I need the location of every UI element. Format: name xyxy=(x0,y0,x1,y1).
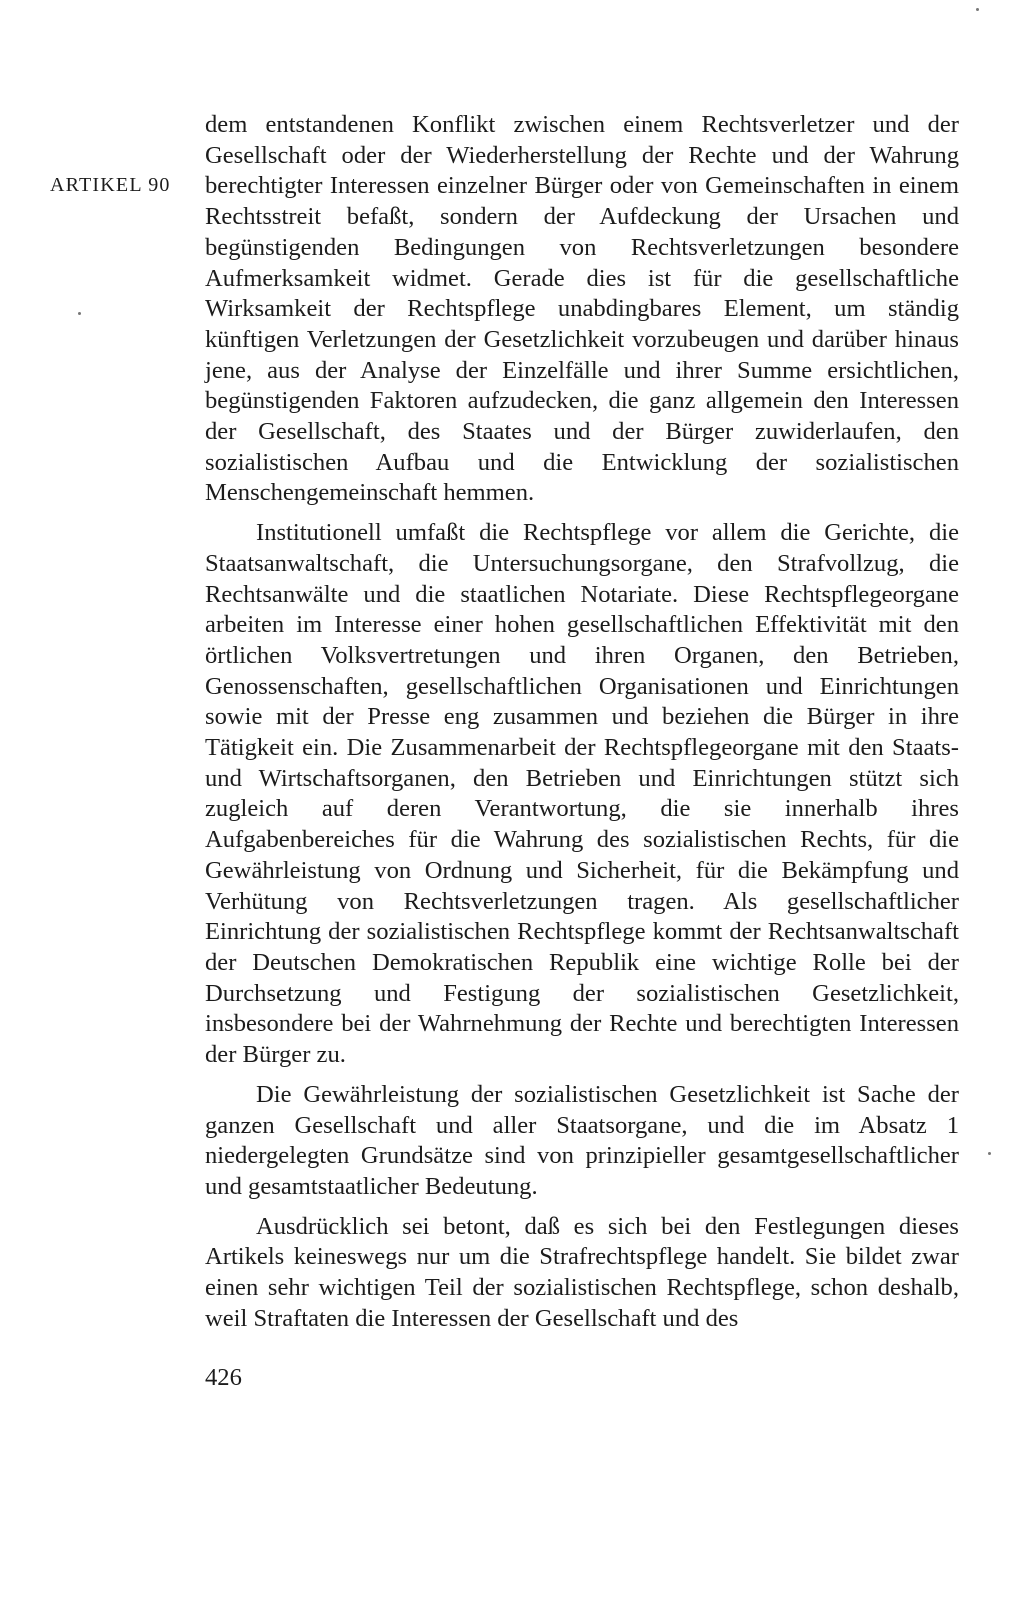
article-margin-label: ARTIKEL 90 xyxy=(50,174,171,196)
paragraph-2: Institutionell umfaßt die Rechtspflege vor allem die Gerichte, die Staatsanwaltschaft, die Untersuchungsorgane, den Strafvollzug, die Rechtsanwälte und die staatlichen Notariate. Diese Rechtspflegeorgane arbeiten im Interesse einer hohen gesellschaftlichen Effektivität mit den örtlichen Volksvertretungen und ihren Organen, den Betrieben, Genossenschaften, gesellschaftlichen Organisationen und Einrichtungen sowie mit der Presse eng zusammen und beziehen die Bürger in ihre Tätigkeit ein. Die Zusammenarbeit der Rechtspflegeorgane mit den Staats- und Wirtschaftsorganen, den Betrieben und Einrichtungen stützt sich zugleich auf deren Verantwortung, die sie innerhalb ihres Aufgabenbereiches für die Wahrung des sozialistischen Rechts, für die Gewährleistung von Ordnung und Sicherheit, für die Bekämpfung und Verhütung von Rechtsverletzungen tragen. Als gesellschaftlicher Einrichtung der sozialistischen Rechtspflege kommt der Rechtsanwaltschaft der Deutschen Demokratischen Republik eine wichtige Rolle bei der Durchsetzung und Festigung der sozialistischen Gesetzlichkeit, insbesondere bei der Wahrnehmung der Rechte und berechtigten Interessen der Bürger zu. xyxy=(205,519,959,1069)
body-text xyxy=(205,110,959,1343)
scan-speck xyxy=(78,312,81,315)
page-number: 426 xyxy=(205,1364,242,1391)
paragraph-4: Ausdrücklich sei betont, daß es sich bei den Festlegungen dieses Artikels keineswegs nur um die Strafrechtspflege handelt. Sie bildet zwar einen sehr wichtigen Teil der sozialistischen Rechtspflege, schon deshalb, weil Straftaten die Interessen der Gesellschaft und des xyxy=(205,1212,959,1332)
scan-speck xyxy=(976,8,979,11)
paragraph-3: Die Gewährleistung der sozialistischen Gesetzlichkeit ist Sache der ganzen Gesellschaft und aller Staatsorgane, und die im Absatz 1 niedergelegten Grundsätze sind von prinzipieller gesamtgesellschaftlicher und gesamtstaatlicher Bedeutung. xyxy=(205,1080,959,1200)
paragraph-1: dem entstandenen Konflikt zwischen einem Rechtsverletzer und der Gesellschaft oder der Wiederherstellung der Rechte und der Wahrung berechtigter Interessen einzelner Bürger oder von Gemeinschaften in einem Rechtsstreit befaßt, sondern der Aufdeckung der Ursachen und begünstigenden Bedingungen von Rechtsverletzungen besondere Aufmerksamkeit widmet. Gerade dies ist für die gesellschaftliche Wirksamkeit der Rechtspflege unabdingbares Element, um ständig künftigen Verletzungen der Gesetzlichkeit vorzubeugen und darüber hinaus jene, aus der Analyse der Einzelfälle und ihrer Summe ersichtlichen, begünstigenden Faktoren aufzudecken, die ganz allgemein den Interessen der Gesellschaft, des Staates und der Bürger zuwiderlaufen, den sozialistischen Aufbau und die Entwicklung der sozialistischen Menschengemeinschaft hemmen. xyxy=(205,111,959,507)
scan-speck xyxy=(988,1152,991,1155)
